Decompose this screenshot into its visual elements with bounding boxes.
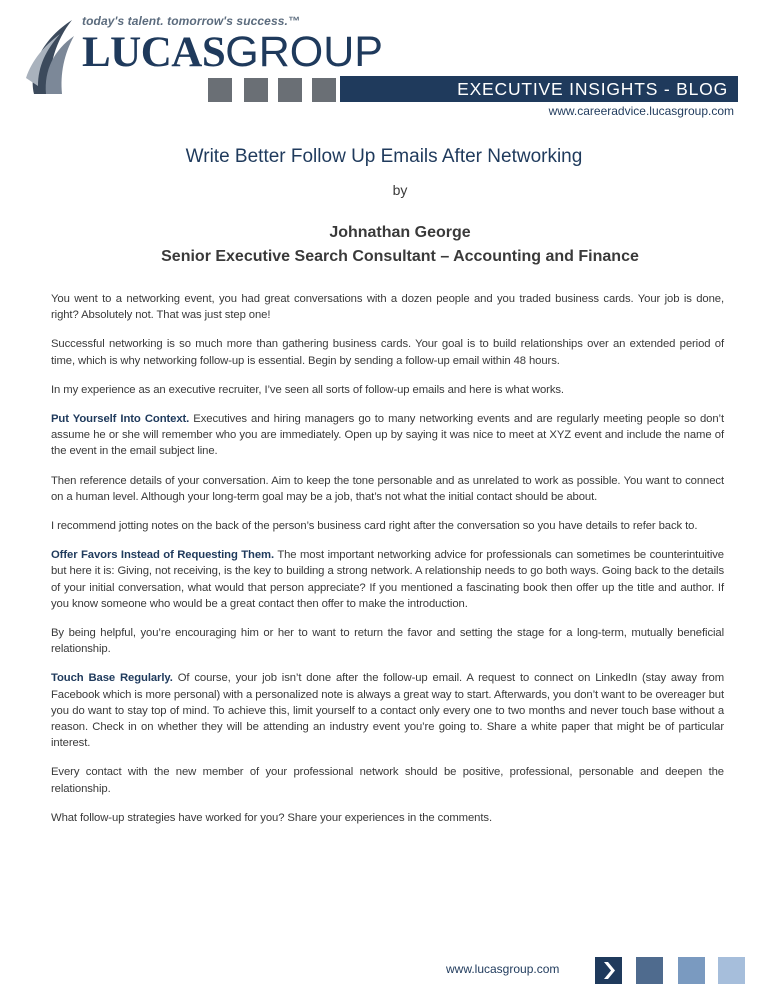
chevron-right-icon (595, 957, 622, 984)
author-role: Senior Executive Search Consultant – Accounting and Finance (161, 248, 639, 265)
paragraph-lead: Offer Favors Instead of Requesting Them. (51, 549, 275, 562)
paragraph-text: Executives and hiring managers go to many networking events and are regularly meeting people so don’t assume he or she will remember who you are immediately. Open up by saying it was nice to meet at XYZ event and include the name of the event in the email subject line. (51, 413, 724, 458)
paragraph-text: The most important networking advice for professionals can sometimes be counterintuitive but here it is: Giving, not receiving, is the key to building a strong network. A relationship needs to go both ways. Going back to the details of your initial conversation, what would that person appreciate? If you mentioned a fascinating book then offer up the title and author. If you know someone who would be a great contact then offer to make the introduction. (51, 549, 724, 610)
paragraph-text: I recommend jotting notes on the back of the person’s business card right after the conversation so you have details to refer back to. (51, 520, 698, 533)
footer-url[interactable]: www.lucasgroup.com (446, 962, 560, 976)
paragraph (51, 810, 724, 826)
lucas-group-logo-icon (26, 16, 76, 96)
paragraph-text: Of course, your job isn’t done after the follow-up email. A request to connect on LinkedIn (stay away from Facebook which is more personal) with a personalized note is always a great way to start. Afterwards, you don’t want to be overeager but you do want to stay top of mind. To achieve this, limit yourself to a contact only every one to two months and never touch base without a reason. Check in on whether they will be attending an industry event you’re going to. Share a white paper that might be of particular interest. (51, 672, 725, 750)
paragraph-text: Successful networking is so much more than gathering business cards. Your goal is to build relationships over an extended period of time, which is why networking follow-up is essential. Begin by sending a follow-up email within 48 hours. (51, 338, 724, 367)
footer-square (718, 957, 745, 984)
paragraph (51, 473, 724, 505)
header-square (244, 78, 268, 102)
footer-square (678, 957, 705, 984)
article-title: Write Better Follow Up Emails After Networking (185, 146, 583, 167)
paragraph-lead: Put Yourself Into Context. (51, 413, 190, 426)
byline: by (392, 182, 408, 198)
paragraph-text: Every contact with the new member of your professional network should be positive, professional, personable and deepen the relationship. (51, 766, 724, 795)
brand-lucas: LUCAS (82, 29, 226, 76)
header-square (208, 78, 232, 102)
article-body (51, 291, 724, 839)
header-square (278, 78, 302, 102)
author-name: Johnathan George (329, 224, 471, 241)
paragraph (51, 764, 724, 796)
blog-title: EXECUTIVE INSIGHTS - BLOG (457, 79, 728, 99)
paragraph-text: By being helpful, you’re encouraging him or her to want to return the favor and setting the stage for a long-term, mutually beneficial relationship. (51, 627, 724, 656)
paragraph-text: Then reference details of your conversation. Aim to keep the tone personable and as unrelated to work as possible. You want to connect on a human level. Although your long-term goal may be a job, that’s not what the initial contact should be about. (51, 474, 724, 503)
paragraph-text: In my experience as an executive recruiter, I’ve seen all sorts of follow-up emails and here is what works. (51, 383, 564, 396)
paragraph (51, 670, 724, 751)
paragraph (51, 518, 724, 534)
paragraph-text: What follow-up strategies have worked for you? Share your experiences in the comments. (51, 811, 492, 824)
paragraph (51, 382, 724, 398)
paragraph (51, 411, 724, 460)
paragraph-text: You went to a networking event, you had great conversations with a dozen people and you traded business cards. Your job is done, right? Absolutely not. That was just step one! (51, 293, 724, 322)
header-square (312, 78, 336, 102)
paragraph (51, 336, 724, 368)
brand-group: GROUP (225, 28, 383, 76)
brand-wordmark (82, 27, 383, 78)
paragraph-lead: Touch Base Regularly. (51, 672, 173, 685)
paragraph (51, 625, 724, 657)
paragraph (51, 291, 724, 323)
paragraph (51, 547, 724, 612)
footer-square (636, 957, 663, 984)
tagline: today's talent. tomorrow's success.™ (82, 14, 301, 28)
header-url[interactable]: www.careeradvice.lucasgroup.com (548, 104, 734, 118)
